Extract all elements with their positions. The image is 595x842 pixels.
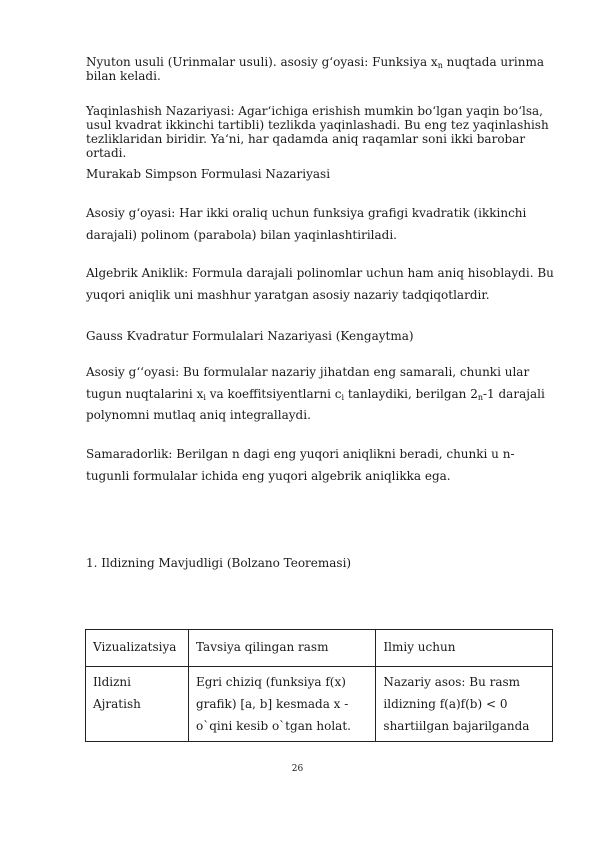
newton-text-a: Nyuton usuli (Urinmalar usuli). asosiy gʻoyasi: Funksiya x xyxy=(86,55,438,69)
gauss-subscript-n: n xyxy=(477,392,483,402)
paragraph-algebraic-accuracy: Algebrik Aniklik: Formula darajali polinomlar uchun ham aniq hisoblaydi. Bu yuqori aniqlik uni mashhur yaratgan asosiy nazariy tadqiqotlardir. xyxy=(86,266,554,302)
table-cell: Ildizni Ajratish xyxy=(86,667,189,742)
newton-text-b: nuqtada urinma bilan keladi. xyxy=(86,55,544,83)
paragraph-gauss-idea xyxy=(86,362,556,427)
table-cell: Egri chiziq (funksiya f(x) grafik) [a, b] kesmada x - o`qini kesib o`tgan holat. xyxy=(188,667,375,742)
visualization-table xyxy=(85,629,553,742)
gauss-text-c: tanlaydiki, berilgan 2 xyxy=(344,386,478,401)
newton-subscript: n xyxy=(437,61,443,70)
gauss-text-a: Asosiy gʻʻoyasi: Bu formulalar nazariy jihatdan eng samarali, chunki ular tugun nuqtalarini x xyxy=(86,365,530,401)
paragraph-simpson-idea: Asosiy gʻoyasi: Har ikki oraliq uchun funksiya grafigi kvadratik (ikkinchi darajali) polinom (parabola) bilan yaqinlashtiriladi. xyxy=(86,206,527,242)
table-cell: Nazariy asos: Bu rasm ildizning f(a)f(b) < 0 shartiilgan bajarilganda xyxy=(376,667,553,742)
heading-gauss: Gauss Kvadratur Formulalari Nazariyasi (Kengaytma) xyxy=(86,329,414,343)
paragraph-convergence: Yaqinlashish Nazariyasi: Agarʻichiga erishish mumkin boʻlgan yaqin boʻlsa, usul kvadrat ikkinchi tartibli) tezlikda yaqinlashadi. Bu eng tez yaqinlashish tezliklaridan biridir. Yaʻni, har qadamda aniq raqamlar soni ikki barobar ortadi. xyxy=(86,104,549,160)
gauss-text-d: -1 darajali polynomni mutlaq aniq integrallaydi. xyxy=(86,386,545,422)
table-header-cell: Ilmiy uchun xyxy=(376,630,553,667)
table-header-row xyxy=(86,630,553,667)
table-header-cell: Tavsiya qilingan rasm xyxy=(188,630,375,667)
heading-simpson: Murakab Simpson Formulasi Nazariyasi xyxy=(86,167,331,181)
paragraph-newton xyxy=(86,55,556,83)
gauss-text-b: va koeffitsiyentlarni c xyxy=(205,386,342,401)
paragraph-efficiency: Samaradorlik: Berilgan n dagi eng yuqori aniqlikni beradi, chunki u n-tugunli formulalar ichida eng yuqori algebrik aniqlikka ega. xyxy=(86,447,515,483)
table-header-cell: Vizualizatsiya xyxy=(86,630,189,667)
page-number: 26 xyxy=(291,764,304,774)
table-row xyxy=(86,667,553,742)
gauss-subscript-x: i xyxy=(203,392,206,402)
gauss-subscript-c: i xyxy=(341,392,345,402)
heading-bolzano: 1. Ildizning Mavjudligi (Bolzano Teoremasi) xyxy=(86,556,352,570)
